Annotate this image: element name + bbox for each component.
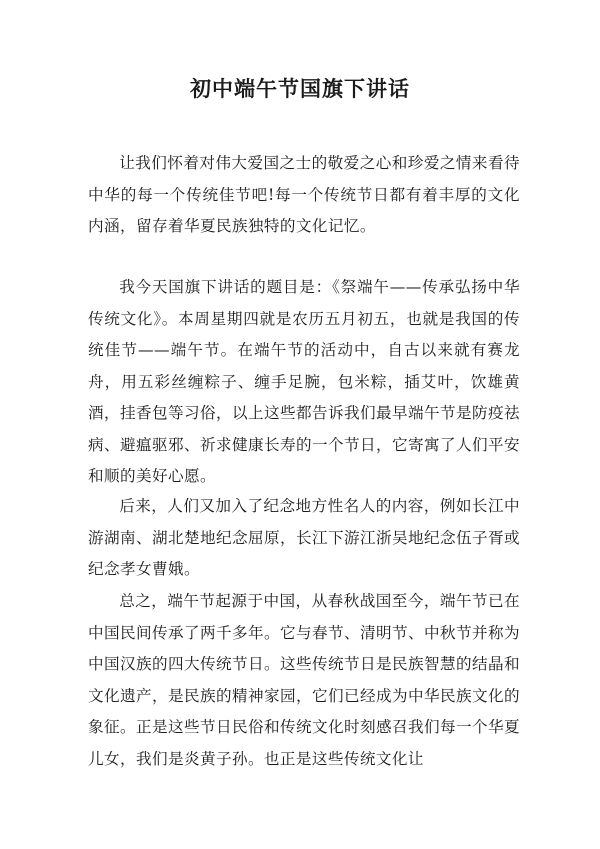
paragraph-4: 总之，端午节起源于中国，从春秋战国至今，端午节已在中国民间传承了两千多年。它与春节、清明节、中秋节并称为中国汉族的四大传统节日。这些传统节日是民族智慧的结晶和文化遗产，是民族的精神家园，它们已经成为中华民族文化的象征。正是这些节日民俗和传统文化时刻感召我们每一个华夏儿女，我们是炎黄子孙。也正是这些传统文化让: [88, 592, 520, 768]
paragraph-1: 让我们怀着对伟大爱国之士的敬爱之心和珍爱之情来看待中华的每一个传统佳节吧!每一个传统节日都有着丰厚的文化内涵，留存着华夏民族独特的文化记忆。: [88, 154, 520, 235]
document-title: 初中端午节国旗下讲话: [190, 76, 410, 101]
paragraph-3: 后来，人们又加入了纪念地方性名人的内容，例如长江中游湖南、湖北楚地纪念屈原，长江下游江浙吴地纪念伍子胥或纪念孝女曹娥。: [88, 497, 520, 578]
paragraph-2: 我今天国旗下讲话的题目是：《祭端午——传承弘扬中华传统文化》。本周星期四就是农历五月初五，也就是我国的传统佳节——端午节。在端午节的活动中，自古以来就有赛龙舟，用五彩丝缠粽子、缠手足腕，包米粽，插艾叶，饮雄黄酒，挂香包等习俗，以上这些都告诉我们最早端午节是防疫祛病、避瘟驱邪、祈求健康长寿的一个节日，它寄寓了人们平安和顺的美好心愿。: [88, 278, 520, 485]
